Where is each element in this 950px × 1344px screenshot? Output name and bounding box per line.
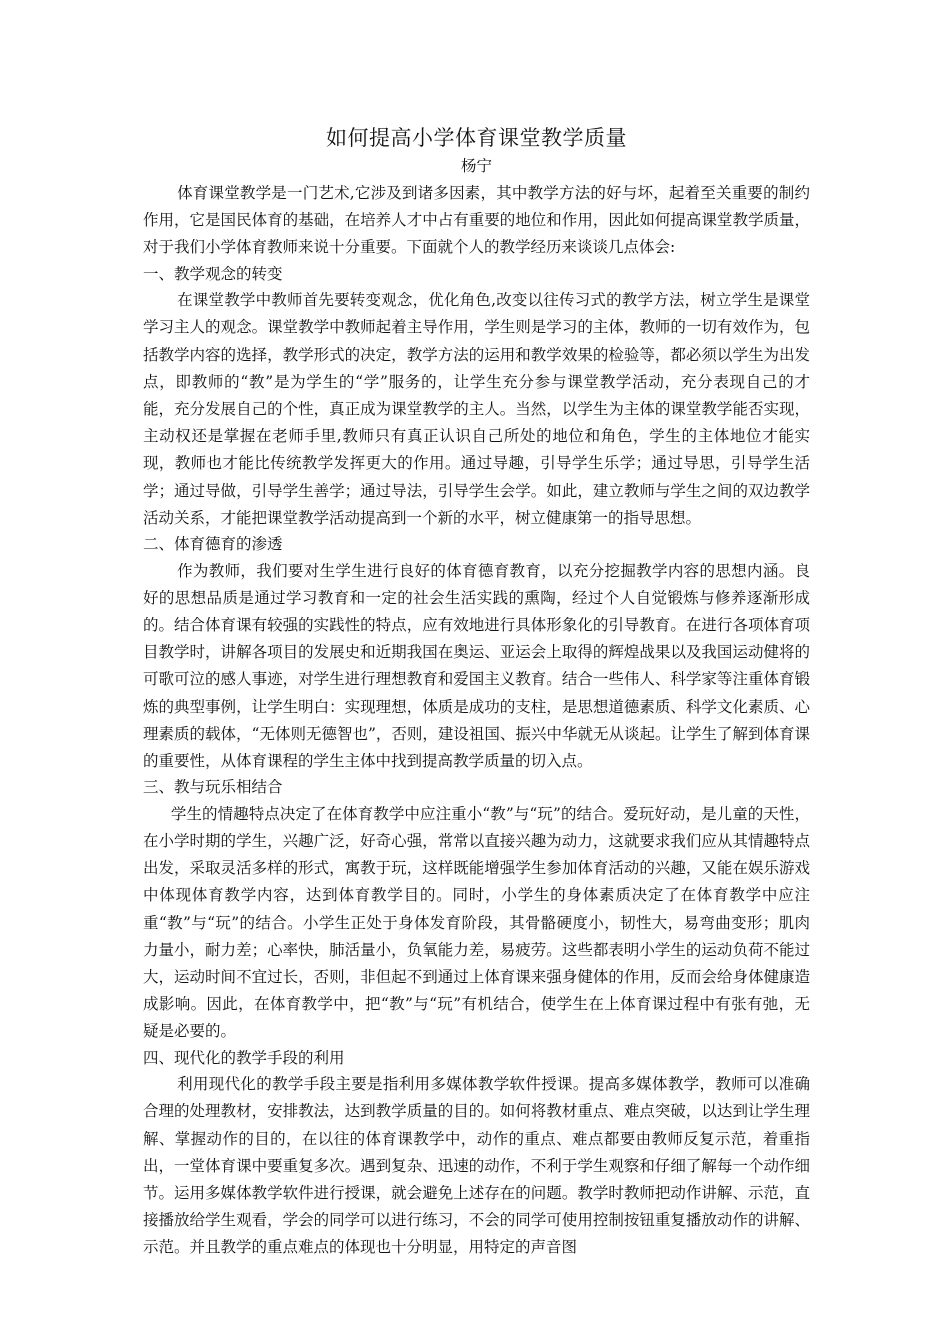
section-heading-1: 一、教学观念的转变 (143, 264, 283, 283)
document-author: 杨宁 (460, 157, 492, 175)
section-body-4: 利用现代化的教学手段主要是指利用多媒体教学软件授课。提高多媒体教学，教师可以准确合理的处理教材，安排教法，达到教学质量的目的。如何将教材重点、难点突破，以达到让学生理解、掌握动作的目的，在以往的体育课教学中，动作的重点、难点都要由教师反复示范，着重指出，一堂体育课中要重复多次。遇到复杂、迅速的动作，不利于学生观察和仔细了解每一个动作细节。运用多媒体教学软件进行授课，就会避免上述存在的问题。教学时教师把动作讲解、示范，直接播放给学生观看，学会的同学可以进行练习，不会的同学可使用控制按钮重复播放动作的讲解、示范。并且教学的重点难点的体现也十分明显，用特定的声音图 (143, 1075, 810, 1257)
document-content (143, 121, 810, 1262)
document-title: 如何提高小学体育课堂教学质量 (326, 126, 627, 150)
section-body-1: 在课堂教学中教师首先要转变观念，优化角色,改变以往传习式的教学方法，树立学生是课堂学习主人的观念。课堂教学中教师起着主导作用，学生则是学习的主体，教师的一切有效作为，包括教学内容的选择，教学形式的决定，教学方法的运用和教学效果的检验等，都必须以学生为出发点，即教师的“教”是为学生的“学”服务的，让学生充分参与课堂教学活动，充分表现自己的才能，充分发展自己的个性，真正成为课堂教学的主人。当然，以学生为主体的课堂教学能否实现，主动权还是掌握在老师手里,教师只有真正认识自己所处的地位和角色，学生的主体地位才能实现，教师也才能比传统教学发挥更大的作用。通过导趣，引导学生乐学；通过导思，引导学生活学；通过导做，引导学生善学；通过导法，引导学生会学。如此，建立教师与学生之间的双边教学活动关系，才能把课堂教学活动提高到一个新的水平，树立健康第一的指导思想。 (143, 291, 810, 527)
section-body-3: 学生的情趣特点决定了在体育教学中应注重小“教”与“玩”的结合。爱玩好动，是儿童的天性，在小学时期的学生，兴趣广泛，好奇心强，常常以直接兴趣为动力，这就要求我们应从其情趣特点出发，采取灵活多样的形式，寓教于玩，这样既能增强学生参加体育活动的兴趣，又能在娱乐游戏中体现体育教学内容，达到体育教学目的。同时，小学生的身体素质决定了在体育教学中应注重“教”与“玩”的结合。小学生正处于身体发育阶段，其骨骼硬度小，韧性大，易弯曲变形；肌肉力量小，耐力差；心率快，肺活量小，负氧能力差，易疲劳。这些都表明小学生的运动负荷不能过大，运动时间不宜过长，否则，非但起不到通过上体育课来强身健体的作用，反而会给身体健康造成影响。因此，在体育教学中，把“教”与“玩”有机结合，使学生在上体育课过程中有张有弛，无疑是必要的。 (143, 804, 810, 1041)
section-body-2: 作为教师，我们要对生学生进行良好的体育德育教育，以充分挖掘教学内容的思想内涵。良好的思想品质是通过学习教育和一定的社会生活实践的熏陶，经过个人自觉锻炼与修养逐渐形成的。结合体育课有较强的实践性的特点，应有效地进行具体形象化的引导教育。在进行各项体育项目教学时，讲解各项目的发展史和近期我国在奥运、亚运会上取得的辉煌战果以及我国运动健将的可歌可泣的感人事迹，对学生进行理想教育和爱国主义教育。结合一些伟人、科学家等注重体育锻炼的典型事例，让学生明白：实现理想，体质是成功的支柱，是思想道德素质、科学文化素质、心理素质的载体，“无体则无德智也”，否则，建设祖国、振兴中华就无从谈起。让学生了解到体育课的重要性，从体育课程的学生主体中找到提高教学质量的切入点。 (143, 561, 810, 771)
section-heading-4: 四、现代化的教学手段的利用 (143, 1048, 345, 1067)
section-heading-2: 二、体育德育的渗透 (143, 535, 283, 554)
section-heading-3: 三、教与玩乐相结合 (143, 778, 283, 797)
intro-paragraph: 体育课堂教学是一门艺术,它涉及到诸多因素，其中教学方法的好与坏，起着至关重要的制约作用，它是国民体育的基础，在培养人才中占有重要的地位和作用，因此如何提高课堂教学质量，对于我们小学体育教师来说十分重要。下面就个人的教学经历来谈谈几点体会: (143, 184, 810, 257)
